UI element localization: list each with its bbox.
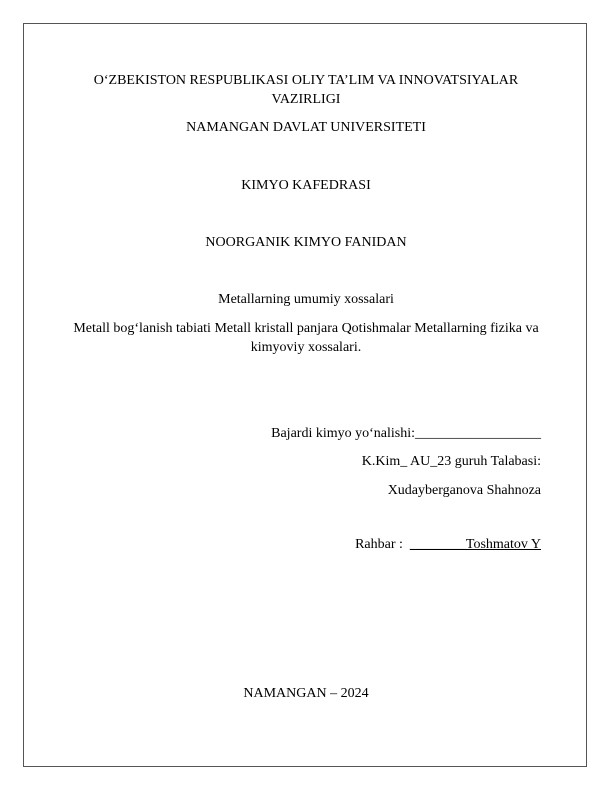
subject-heading: NOORGANIK KIMYO FANIDAN bbox=[205, 235, 407, 250]
topic-description: Metall bog‘lanish tabiati Metall kristall panjara Qotishmalar Metallarning fizika va kimyoviy xossalari. bbox=[73, 321, 539, 355]
group-line: K.Kim_ AU_23 guruh Talabasi: bbox=[361, 454, 541, 469]
supervisor-label: Rahbar : bbox=[355, 537, 403, 552]
topic-title: Metallarning umumiy xossalari bbox=[218, 292, 394, 307]
ministry-heading: O‘ZBEKISTON RESPUBLIKASI OLIY TA’LIM VA INNOVATSIYALAR VAZIRLIGI bbox=[93, 73, 519, 107]
supervisor-name: ________Toshmatov Y bbox=[409, 537, 541, 552]
student-name: Xudayberganova Shahnoza bbox=[387, 483, 541, 498]
supervisor-line bbox=[100, 535, 541, 554]
performed-by-line: Bajardi kimyo yo‘nalishi:__________________ bbox=[271, 426, 541, 441]
university-heading: NAMANGAN DAVLAT UNIVERSITETI bbox=[186, 120, 426, 135]
footer-city-year: NAMANGAN – 2024 bbox=[243, 686, 369, 701]
department-heading: KIMYO KAFEDRASI bbox=[241, 178, 371, 193]
